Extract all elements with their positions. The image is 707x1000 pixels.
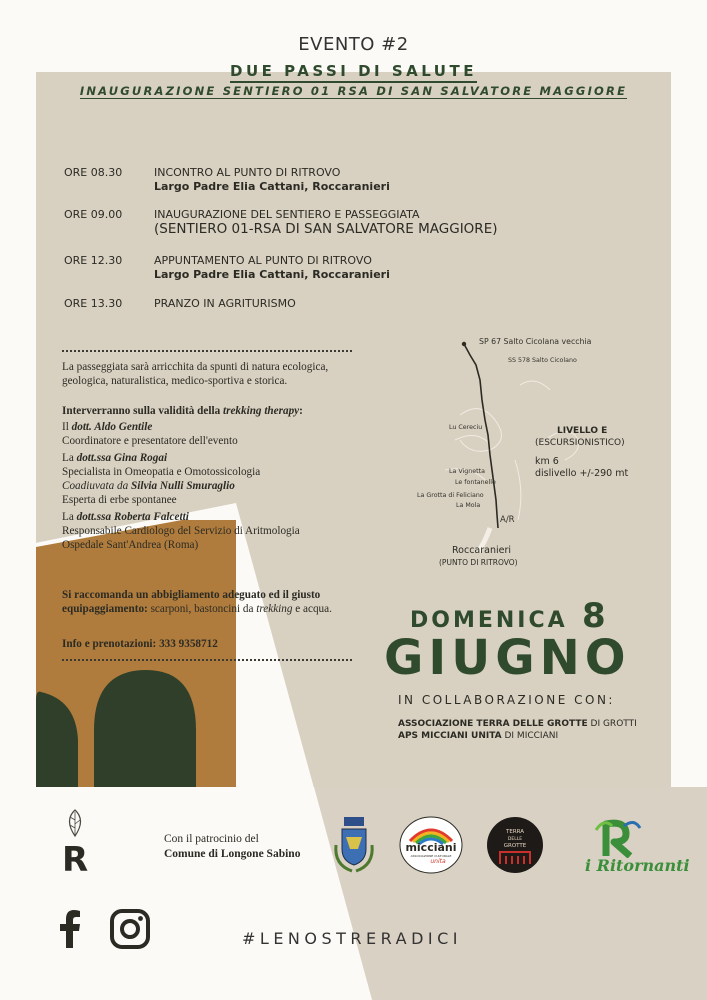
date-weekday: DOMENICA [410,608,568,633]
map-start-name: Roccaranieri [452,545,512,556]
speaker-3-role: Responsabile Cardiologo del Servizio di Aritmologia [62,525,300,537]
micciani-logo-sub: ASSOCIAZIONE CULTURALE [410,854,452,858]
collaboration-partner: APS MICCIANI UNITA DI MICCIANI [398,731,559,741]
speaker-1-role: Coordinatore e presentatore dell'evento [62,435,238,447]
schedule-time: ORE 09.00 [64,208,123,221]
schedule-activity: INCONTRO AL PUNTO DI RITROVO [154,166,341,179]
terra-logo-line: TERRA [505,829,525,835]
patronage-municipality: Comune di Longone Sabino [164,848,301,860]
schedule-place: Largo Padre Elia Cattani, Roccaranieri [154,268,390,281]
ritornanti-logo-icon [590,818,650,858]
micciani-logo-unita: unita [430,858,446,865]
level-title: LIVELLO E [557,426,608,436]
speaker-3-hospital: Ospedale Sant'Andrea (Roma) [62,539,199,551]
footer-hashtag[interactable]: #LENOSTRERADICI [242,929,462,948]
speaker-2: La dott.ssa Gina Rogai [62,452,168,464]
description-line: geologica, naturalistica, medico-sportiva e storica. [62,375,288,387]
event-number: EVENTO #2 [298,34,409,55]
micciani-logo-icon [398,815,464,875]
date-day: 8 [582,596,606,636]
recommendation-line: Si raccomanda un abbigliamento adeguato ed il giusto [62,589,321,601]
map-place: La Grotta di Feliciano [417,492,484,499]
speaker-3: La dott.ssa Roberta Falcetti [62,511,189,523]
map-ar-label: A/R [500,515,515,525]
trail-elevation: dislivello +/-290 mt [535,468,629,479]
map-road-label: SS 578 Salto Cicolano [508,357,577,364]
event-subtitle: INAUGURAZIONE SENTIERO 01 RSA DI SAN SALVATORE MAGGIORE [79,84,628,98]
terra-logo-line: GROTTE [503,843,527,849]
patronage [164,832,300,862]
trail-distance: km 6 [535,456,559,467]
recommendation-line: equipaggiamento: scarponi, bastoncini da trekking e acqua. [62,603,332,615]
map-top-label: SP 67 Salto Cicolana vecchia [479,337,592,346]
terra-logo-line: DELLE [507,837,523,842]
schedule-place: (SENTIERO 01-RSA DI SAN SALVATORE MAGGIORE) [154,221,498,237]
dotted-divider [62,659,352,661]
recommendation [62,588,332,616]
r-logo: R [62,840,89,880]
brown-arch-graphic [36,520,236,787]
ritornanti-logo-text: i Ritornanti [585,856,690,875]
speaker-2-assistant: Coadiuvata da Silvia Nulli Smuraglio [62,480,235,492]
speakers-intro: Interverranno sulla validità della trekking therapy: [62,405,303,417]
trail-map [400,330,650,575]
map-place: La Vignetta [449,468,485,475]
patronage-line: Con il patrocinio del [164,833,259,845]
schedule-place: Largo Padre Elia Cattani, Roccaranieri [154,180,390,193]
schedule-time: ORE 13.30 [64,297,123,310]
map-place: La Mola [456,502,481,509]
speaker-2-assistant-role: Esperta di erbe spontanee [62,494,177,506]
schedule-time: ORE 08.30 [64,166,123,179]
event-title: DUE PASSI DI SALUTE [0,62,707,80]
difficulty-level [535,425,625,449]
white-lower-wedge [0,787,372,1000]
level-sub: (ESCURSIONISTICO) [535,438,625,448]
speaker-2-role: Specialista in Omeopatia e Omotossicologia [62,466,261,478]
instagram-icon[interactable] [110,909,150,949]
trail-stats [535,456,628,480]
schedule-activity: INAUGURAZIONE DEL SENTIERO E PASSEGGIATA [154,208,420,221]
speaker-1: Il dott. Aldo Gentile [62,421,153,433]
collaboration-partner: ASSOCIAZIONE TERRA DELLE GROTTE DI GROTTI [398,719,637,729]
schedule-activity: PRANZO IN AGRITURISMO [154,297,296,310]
map-start-note: (PUNTO DI RITROVO) [439,558,518,567]
date-month: GIUGNO [384,630,631,686]
facebook-icon[interactable] [58,910,82,948]
description [62,360,328,388]
schedule-time: ORE 12.30 [64,254,123,267]
speakers-block [62,404,303,552]
map-place: Lu Cereciu [449,424,483,431]
terra-delle-grotte-logo-icon [486,816,544,874]
info-phone[interactable]: 333 9358712 [159,638,218,650]
map-place: Le fontanelle [455,479,496,486]
coat-of-arms-icon [330,815,378,875]
info-contact [62,637,218,651]
schedule-activity: APPUNTAMENTO AL PUNTO DI RITROVO [154,254,372,267]
micciani-logo-text: micciani [405,841,457,854]
dotted-divider [62,350,352,352]
leaf-icon [62,808,88,838]
description-line: La passeggiata sarà arricchita da spunti di natura ecologica, [62,361,329,373]
collaboration-label: IN COLLABORAZIONE CON: [398,693,615,707]
info-label: Info e prenotazioni: [62,638,157,650]
